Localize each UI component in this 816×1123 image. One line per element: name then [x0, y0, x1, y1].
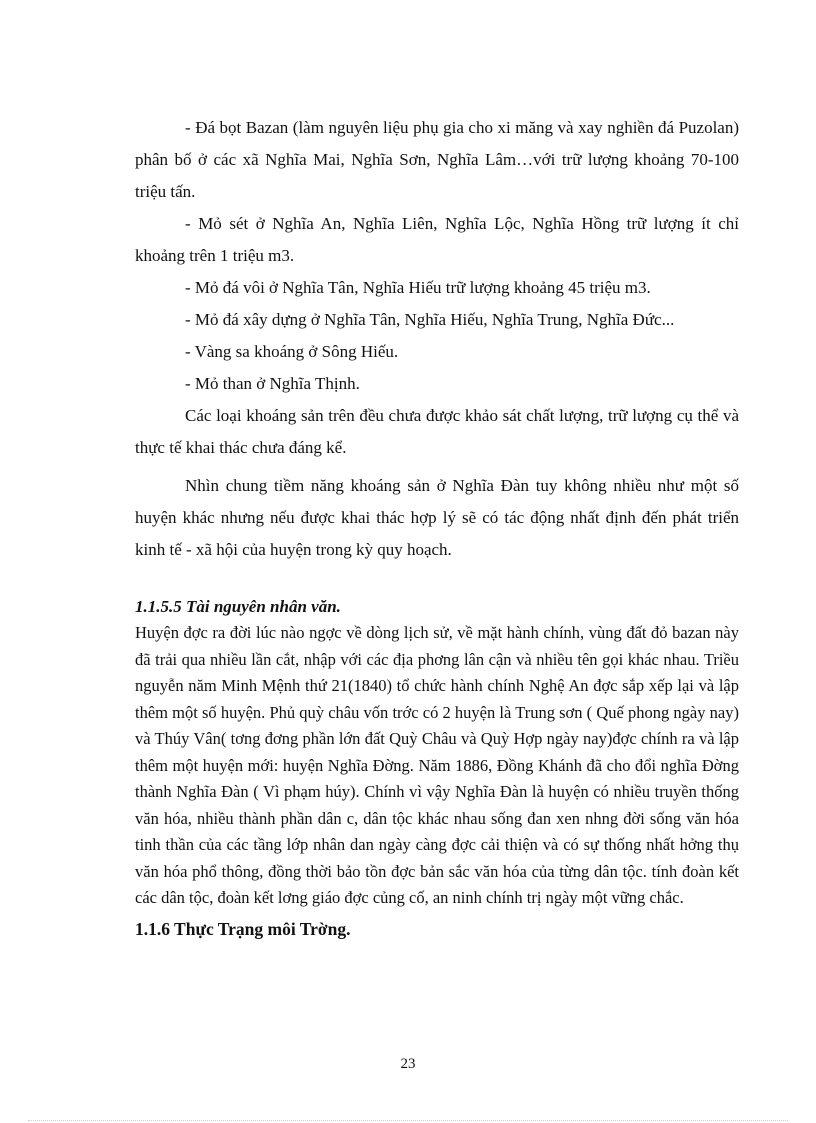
paragraph-summary: Nhìn chung tiềm năng khoáng sản ở Nghĩa Đàn tuy không nhiều như một số huyện khác nhưng nếu được khai thác hợp lý sẽ có tác động nhất định đến phát triển kinh tế - xã hội của huyện trong kỳ quy hoạch.	[135, 476, 739, 559]
paragraph-limestone: - Mỏ đá vôi ở Nghĩa Tân, Nghĩa Hiếu trữ lượng khoảng 45 triệu m3.	[185, 278, 651, 297]
mineral-resources-text	[135, 112, 739, 566]
paragraph-clay: - Mỏ sét ở Nghĩa An, Nghĩa Liên, Nghĩa Lộc, Nghĩa Hồng trữ lượng ít chỉ khoảng trên 1 triệu m3.	[135, 214, 739, 265]
section-title: 1.1.5.5 Tài nguyên nhân văn.	[135, 597, 341, 616]
paragraph-gold: - Vàng sa khoáng ở Sông Hiếu.	[185, 342, 399, 361]
paragraph-basalt: - Đá bọt Bazan (làm nguyên liệu phụ gia cho xi măng và xay nghiền đá Puzolan) phân bố ở các xã Nghĩa Mai, Nghĩa Sơn, Nghĩa Lâm…với trữ lượng khoảng 70-100 triệu tấn.	[135, 118, 739, 201]
section-body: Huyện đợc ra đời lúc nào ngợc về dòng lịch sử, về mặt hành chính, vùng đất đỏ bazan này đã trải qua nhiều lần cắt, nhập với các địa phơng lân cận và nhiều tên gọi khác nhau. Triều nguyễn năm Minh Mệnh thứ 21(1840) tổ chức hành chính Nghệ An đợc sắp xếp lại và lập thêm một số huyện. Phủ quỳ châu vốn trớc có 2 huyện là Trung sơn ( Quế phong ngày nay) và Thúy Vân( tơng đơng phần lớn đất Quỳ Châu và Quỳ Hợp ngày nay)đợc chính ra và lập thêm một huyện mới: huyện Nghĩa Đờng. Năm 1886, Đồng Khánh đã cho đổi nghĩa Đờng thành Nghĩa Đàn ( Vì phạm húy). Chính vì vậy Nghĩa Đàn là huyện có nhiều truyền thống văn hóa, nhiều thành phần dân c, dân tộc khác nhau sống đan xen nhng đời sống văn hóa tinh thần của các tầng lớp nhân dan ngày càng đợc cải thiện và có sự thống nhất hởng thụ văn hóa phổ thông, đồng thời bảo tồn đợc bản sắc văn hóa của từng dân tộc. tính đoàn kết các dân tộc, đoàn kết lơng giáo đợc củng cố, an ninh chính trị ngày một vững chắc.	[135, 623, 739, 907]
section-human-resources	[135, 594, 739, 944]
next-heading: 1.1.6 Thực Trạng môi Trờng.	[135, 918, 351, 939]
page-number: 23	[400, 1056, 416, 1072]
paragraph-survey: Các loại khoáng sản trên đều chưa được khảo sát chất lượng, trữ lượng cụ thể và thực tế khai thác chưa đáng kể.	[135, 406, 739, 457]
paragraph-coal: - Mỏ than ở Nghĩa Thịnh.	[185, 374, 360, 393]
paragraph-building-stone: - Mỏ đá xây dựng ở Nghĩa Tân, Nghĩa Hiếu, Nghĩa Trung, Nghĩa Đức...	[185, 310, 675, 329]
page-bottom-divider	[28, 1120, 788, 1121]
